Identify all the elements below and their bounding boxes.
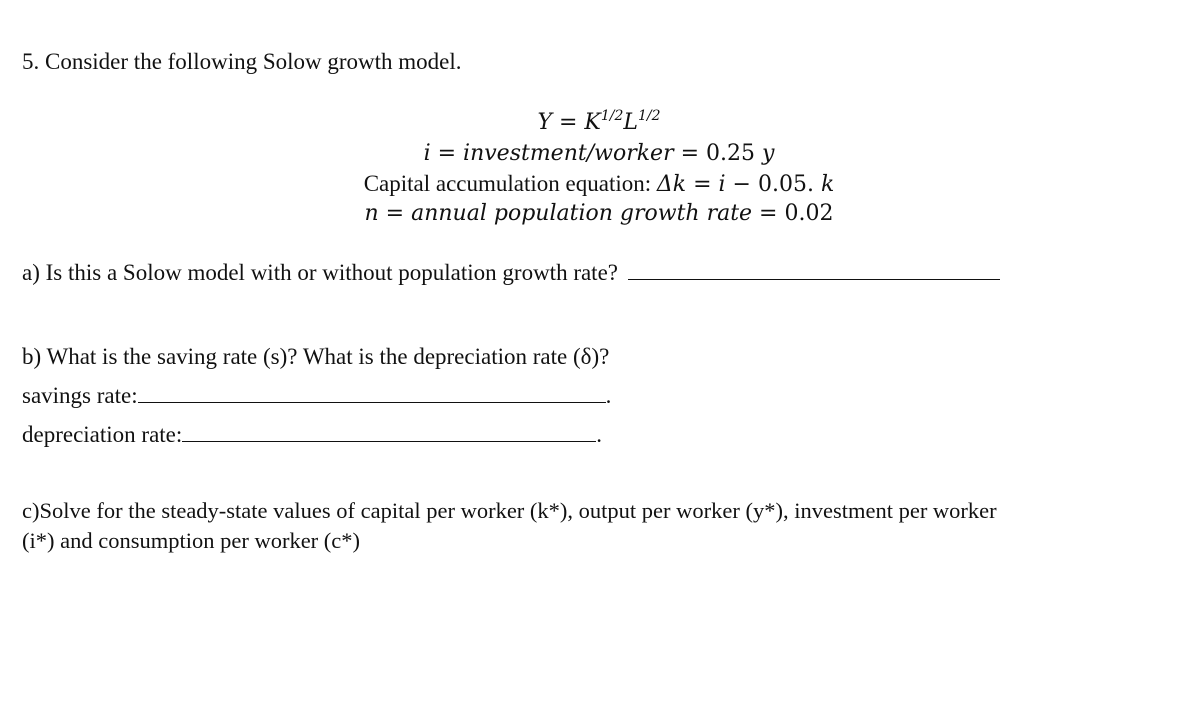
savings-rate-blank[interactable] xyxy=(138,384,606,403)
savings-rate-row xyxy=(22,382,611,410)
part-a-question: a) Is this a Solow model with or without population growth rate? xyxy=(22,260,618,285)
part-b-question: b) What is the saving rate (s)? What is the depreciation rate (δ)? xyxy=(22,344,610,369)
depreciation-rate-period: . xyxy=(596,422,603,447)
capital-accumulation-equation xyxy=(0,170,1198,199)
production-lhs: Y = K xyxy=(537,110,601,135)
savings-rate-label: savings rate: xyxy=(22,383,138,408)
depreciation-value: 0.05. xyxy=(757,172,814,197)
production-equation xyxy=(0,109,1198,137)
capital-expr: Δk = i − xyxy=(656,172,758,197)
population-equation xyxy=(0,200,1198,228)
investment-rhs: y xyxy=(755,141,775,166)
investment-value: 0.25 xyxy=(706,141,755,166)
depreciation-rate-label: depreciation rate: xyxy=(22,422,183,447)
capital-exponent: 1/2 xyxy=(600,108,624,124)
question-heading: 5. Consider the following Solow growth model. xyxy=(22,49,462,74)
part-c-line-1: c)Solve for the steady-state values of capital per worker (k*), output per worker (y*), investment per worker xyxy=(22,498,997,523)
capital-label: Capital accumulation equation: xyxy=(363,171,657,196)
population-value: 0.02 xyxy=(784,201,834,226)
savings-rate-period: . xyxy=(605,383,612,408)
capital-rhs: k xyxy=(813,172,835,197)
labor-exponent: 1/2 xyxy=(638,108,661,124)
part-a-answer-blank[interactable] xyxy=(628,261,1000,280)
part-c-line-2: (i*) and consumption per worker (c*) xyxy=(22,528,361,553)
investment-lhs: i = investment/worker = xyxy=(423,141,707,166)
depreciation-rate-row xyxy=(22,421,602,449)
investment-equation xyxy=(0,140,1198,168)
population-lhs: n = annual population growth rate = xyxy=(364,201,785,226)
part-a xyxy=(22,259,1000,287)
labor-symbol: L xyxy=(623,110,638,135)
depreciation-rate-blank[interactable] xyxy=(182,423,596,442)
